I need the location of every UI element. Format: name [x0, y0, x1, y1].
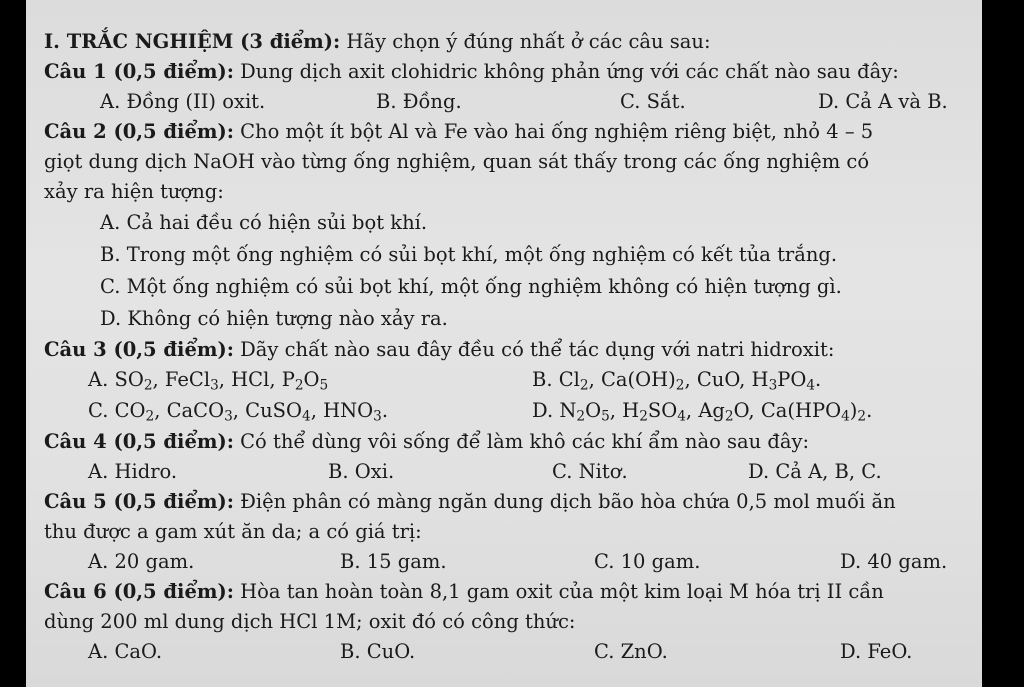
question-2-option-b: B. Trong một ống nghiệm có sủi bọt khí, một ống nghiệm có kết tủa trắng.	[100, 243, 838, 266]
option-letter: B.	[532, 368, 559, 391]
formula-text: O	[585, 399, 602, 422]
formula-subscript: 2	[639, 408, 648, 425]
formula-text: , Ag	[685, 399, 725, 422]
formula-subscript: 2	[579, 377, 589, 394]
question-2-line-1	[44, 118, 873, 146]
formula-text: , CuO, H	[684, 368, 769, 391]
formula-subscript: 2	[675, 377, 685, 394]
formula-text: , CuSO	[232, 399, 303, 422]
option-letter: C.	[88, 399, 115, 422]
question-4-option-a: A. Hidro.	[88, 460, 178, 483]
formula-text: , HCl, P	[218, 368, 295, 391]
formula-text: O	[303, 368, 320, 391]
question-2-option-d: D. Không có hiện tượng nào xảy ra.	[100, 307, 448, 330]
formula-subscript: 2	[145, 408, 155, 425]
formula-text: .	[381, 399, 389, 422]
formula-subscript: 2	[294, 377, 304, 394]
formula-subscript: 3	[224, 408, 233, 425]
formula-text: SO	[114, 368, 144, 391]
question-4-line-1	[44, 428, 809, 456]
formula-text: PO	[777, 368, 807, 391]
question-5-text-1: Điện phân có màng ngăn dung dịch bão hòa chứa 0,5 mol muối ăn	[233, 490, 896, 513]
formula-subscript: 2	[576, 408, 586, 425]
formula-subscript: 4	[841, 408, 850, 425]
formula-text: , Ca(OH)	[588, 368, 676, 391]
question-6-option-a: A. CaO.	[88, 640, 163, 663]
formula-text: , CaCO	[154, 399, 225, 422]
question-6-label: Câu 6 (0,5 điểm):	[44, 580, 234, 603]
formula-subscript: 4	[302, 408, 311, 425]
formula-subscript: 4	[677, 408, 686, 425]
formula-subscript: 2	[857, 408, 867, 425]
formula-subscript: 3	[373, 408, 382, 425]
question-5-option-c: C. 10 gam.	[594, 550, 701, 573]
question-2-line-3: xảy ra hiện tượng:	[44, 180, 224, 203]
question-3-option-d	[532, 397, 872, 425]
formula-text: )	[849, 399, 858, 422]
formula-subscript: 2	[724, 408, 734, 425]
question-2-text-1: Cho một ít bột Al và Fe vào hai ống nghiệm riêng biệt, nhỏ 4 – 5	[233, 120, 874, 143]
option-letter: A.	[88, 368, 115, 391]
section-instruction: Hãy chọn ý đúng nhất ở các câu sau:	[340, 30, 711, 53]
formula-text: O, Ca(HPO	[733, 399, 842, 422]
question-4-text: Có thể dùng vôi sống để làm khô các khí ẩm nào sau đây:	[233, 430, 810, 453]
question-4-option-b: B. Oxi.	[328, 460, 395, 483]
question-6-text-1: Hòa tan hoàn toàn 8,1 gam oxit của một kim loại M hóa trị II cần	[233, 580, 884, 603]
option-letter: D.	[532, 399, 560, 422]
formula-subscript: 3	[768, 377, 778, 394]
question-3-line-1	[44, 336, 834, 364]
question-2-option-a: A. Cả hai đều có hiện sủi bọt khí.	[100, 211, 428, 234]
question-5-line-2: thu được a gam xút ăn da; a có giá trị:	[44, 520, 422, 543]
question-1-option-c: C. Sắt.	[620, 90, 686, 113]
question-3-option-b	[532, 366, 821, 394]
question-5-label: Câu 5 (0,5 điểm):	[44, 490, 234, 513]
formula-text: , H	[609, 399, 640, 422]
formula-text: , FeCl	[152, 368, 211, 391]
formula-subscript: 4	[806, 377, 816, 394]
question-4-label: Câu 4 (0,5 điểm):	[44, 430, 234, 453]
question-3-label: Câu 3 (0,5 điểm):	[44, 338, 234, 361]
formula-text: CO	[114, 399, 146, 422]
question-5-option-b: B. 15 gam.	[340, 550, 447, 573]
section-heading-line	[44, 28, 711, 56]
question-2-option-c: C. Một ống nghiệm có sủi bọt khí, một ống nghiệm không có hiện tượng gì.	[100, 275, 842, 298]
question-1-option-d: D. Cả A và B.	[818, 90, 948, 113]
question-1-line-1	[44, 58, 899, 86]
section-heading: I. TRẮC NGHIỆM (3 điểm):	[44, 30, 341, 53]
question-6-option-b: B. CuO.	[340, 640, 416, 663]
question-6-option-c: C. ZnO.	[594, 640, 668, 663]
question-1-text: Dung dịch axit clohidric không phản ứng với các chất nào sau đây:	[233, 60, 899, 83]
question-3-text: Dãy chất nào sau đây đều có thể tác dụng với natri hidroxit:	[233, 338, 835, 361]
question-5-line-1	[44, 488, 896, 516]
formula-text: , HNO	[310, 399, 374, 422]
question-1-option-a: A. Đồng (II) oxit.	[100, 90, 266, 113]
formula-subscript: 2	[143, 377, 153, 394]
question-6-line-2: dùng 200 ml dung dịch HCl 1M; oxit đó có công thức:	[44, 610, 576, 633]
question-3-option-a	[88, 366, 328, 394]
question-6-line-1	[44, 578, 884, 606]
question-1-option-b: B. Đồng.	[376, 90, 462, 113]
question-4-option-d: D. Cả A, B, C.	[748, 460, 882, 483]
question-1-label: Câu 1 (0,5 điểm):	[44, 60, 234, 83]
formula-text: N	[559, 399, 577, 422]
formula-subscript: 3	[210, 377, 219, 394]
formula-text: .	[866, 399, 873, 422]
formula-text: Cl	[558, 368, 580, 391]
question-4-option-c: C. Nitơ.	[552, 460, 628, 483]
exam-page	[26, 0, 982, 687]
formula-text: .	[815, 368, 822, 391]
question-5-option-a: A. 20 gam.	[88, 550, 195, 573]
question-3-option-c	[88, 397, 388, 425]
formula-text: SO	[647, 399, 678, 422]
formula-subscript: 5	[319, 377, 329, 394]
question-2-line-2: giọt dung dịch NaOH vào từng ống nghiệm, quan sát thấy trong các ống nghiệm có	[44, 150, 870, 173]
question-5-option-d: D. 40 gam.	[840, 550, 948, 573]
question-6-option-d: D. FeO.	[840, 640, 913, 663]
formula-subscript: 5	[601, 408, 610, 425]
question-2-label: Câu 2 (0,5 điểm):	[44, 120, 234, 143]
